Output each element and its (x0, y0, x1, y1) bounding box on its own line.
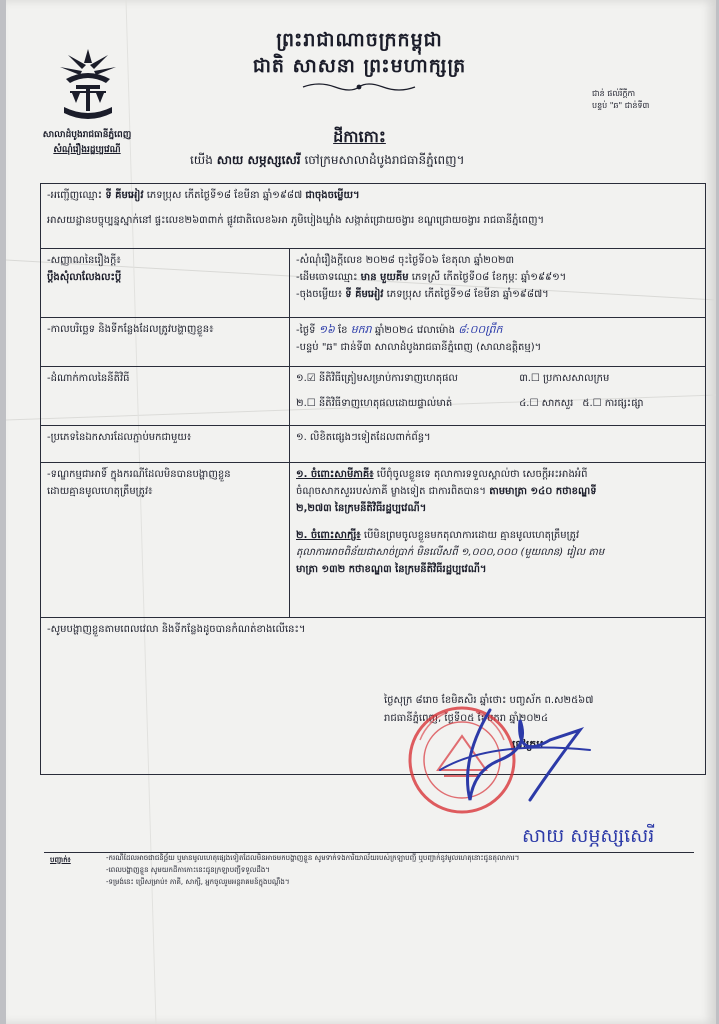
stage-option-1: ១.☑ នីតិវិធីត្រៀមសម្រាប់ការទាញហេតុផល (296, 373, 458, 384)
judge-title: ចៅក្រម (512, 738, 544, 751)
party-consequence-text-b: ចំណុចសាកសួររបស់ភាគី ម្ខាងទៀត ជាការពិតបាន។ (296, 486, 486, 497)
plaintiff-line (296, 269, 699, 286)
hearing-date-line (296, 321, 699, 339)
plaintiff-name: មាន មួយគីម (360, 272, 409, 283)
defendant-details: ភេទប្រុស កើតថ្ងៃទី១៨ ខែមីនា ឆ្នាំ១៩៨៧។ (386, 289, 549, 300)
summoned-name: ទី គីមអៀវ (105, 190, 144, 201)
court-name: សាលាដំបូងរាជធានីភ្នំពេញ (42, 130, 132, 140)
judge-signature-icon (430, 700, 600, 810)
note-line-1: -ករណីដែលអាចជាជនិច្ឆ័យ ឬមានមូលហេតុផ្សេងទៀតដែលមិនអាចមកបង្ហាញខ្លួន សូមទាក់ទងការិយាល័យរបស់ក្រឡាបញ្ជី ឬបញ្ជាក់នូវមូលហេតុនោះជូនតុលាការ។ (106, 854, 520, 862)
stage-option-2: ២.☐ នីតិវិធីទាញហេតុផលដោយផ្ទាល់មាត់ (296, 398, 453, 409)
witness-consequence (296, 527, 699, 544)
summons-row (41, 184, 706, 249)
document-title: ដីកាកោះ (333, 127, 386, 146)
hearing-time-label: -កាលបរិច្ឆេទ និងទីកន្លែងដែលត្រូវបង្ហាញខ្លួន៖ (47, 324, 214, 335)
party-consequence-heading: ១. ចំពោះសាមីភាគី៖ (296, 469, 374, 480)
party-consequence-code: នៃក្រមនីតិវិធីរដ្ឋប្បវេណី។ (334, 503, 427, 514)
hearing-month: មករា (350, 323, 372, 336)
notes-label: បញ្ជាក់៖ (50, 856, 71, 864)
party-consequence-paragraph: ២,២៧៣ (296, 503, 332, 514)
party-consequence-line-3 (296, 500, 699, 517)
hearing-hour: ៨:០០ព្រឹក (458, 323, 503, 336)
consequences-label-1: -ទណ្ឌកម្មជាអាទិ៍ ក្នុងករណីដែលមិនបានបង្ហាញខ្លួន (47, 469, 231, 480)
stage-option-3: ៣.☐ ប្រកាសសាលក្រម (519, 373, 610, 384)
judge-name: សាយ សម្ភស្សសេរី (216, 153, 301, 167)
witness-consequence-article: មាត្រា ១៣២ កថាខណ្ឌ៣ នៃក្រមនីតិវិធីរដ្ឋប្បវេណី។ (296, 564, 487, 575)
reference-line-1: ជាន់ ផល់រីក្តីកា (592, 89, 636, 98)
hearing-day: ១៦ (318, 323, 335, 336)
summoned-details: ភេទប្រុស កើតថ្ងៃទី១៨ ខែមីនា ឆ្នាំ១៩៨៧ (146, 190, 303, 201)
solar-date: រាជធានីភ្នំពេញ, ថ្ងៃទី០៥ ខែមករា ឆ្នាំ២០២៤ (384, 713, 549, 724)
witness-consequence-fine: តុលាការអាចពិន័យជាសាច់ប្រាក់ មិនលើសពី ១,០០០,០០០ (មួយលាន) រៀល តាម (296, 547, 605, 558)
case-type: ប្តឹងសុំលាលែងលះប្តី (47, 272, 122, 283)
heading-ornament-icon (299, 80, 419, 94)
procedure-stage-row (41, 367, 706, 426)
note-line-2: -ពេលបង្ហាញខ្លួន សូមយកដីកាកោះនេះជូនក្រឡាបញ្ជីទទួលដឹង។ (106, 866, 270, 874)
reference-line-2: បន្ទប់ "ឆ" ជាន់ទី៣ (592, 101, 650, 110)
party-consequence-article: តាមមាត្រា ១៤០ កថាខណ្ឌទី (489, 486, 597, 497)
case-number: -សំណុំរឿងក្តីលេខ ២០២៨ ចុះថ្ងៃទី០៦ ខែតុលា ឆ្នាំ២០២៣ (296, 255, 515, 266)
plaintiff-prefix: -ដើមចោទឈ្មោះ (296, 272, 358, 283)
hearing-time-row (41, 318, 706, 367)
stage-option-4: ៤.☐ សាកសួរ (519, 398, 574, 409)
witness-consequence-heading: ២. ចំពោះសាក្សី៖ (296, 530, 361, 541)
case-label: -សញ្ញាណនៃរឿងក្តី៖ (47, 255, 121, 266)
plaintiff-details: ភេទស្រី កើតថ្ងៃទី០៨ ខែកុម្ភៈ ឆ្នាំ១៩៩១។ (411, 272, 567, 283)
defendant-line (296, 286, 699, 303)
court-office: សំណុំរឿងរដ្ឋប្បវេណី (53, 145, 121, 155)
defendant-prefix: -ចុងចម្លើយ៖ (296, 289, 343, 300)
hearing-day-prefix: -ថ្ងៃទី (296, 325, 316, 336)
summoned-address: អាសយដ្ឋានបច្ចុប្បន្នស្នាក់នៅ ផ្ទះលេខ២៦៣ពាក់ ផ្លូវជាតិលេខ៦អា ភូមិបៀងឃ្លាំង សង្កាត់ជ្រោយចង្វារ ខណ្ឌជ្រោយចង្វារ រាជធានីភ្នំពេញ។ (47, 215, 545, 226)
hearing-year: ឆ្នាំ២០២៤ វេលាម៉ោង (374, 325, 455, 336)
summons-table (40, 183, 706, 775)
footer-row (41, 618, 706, 775)
stage-option-5: ៥.☐ ការផ្សះផ្សា (582, 398, 644, 409)
party-consequence-text-a: បើពុំចូលខ្លួនទេ តុលាការទទួលស្គាល់ថា សេចក្តីអះអាងអំពី (376, 469, 588, 480)
motto-heading: ជាតិ សាសនា ព្រះមហាក្សត្រ (252, 55, 467, 77)
reference-block (592, 88, 649, 112)
case-row (41, 249, 706, 318)
stage-options-line-2 (296, 395, 699, 412)
party-consequence (296, 466, 699, 483)
hearing-month-prefix: ខែ (337, 325, 348, 336)
attached-docs-value: ១. លិខិតផ្សេងៗទៀតដែលពាក់ព័ន្ធ។ (296, 432, 431, 443)
procedure-stage-label: -ដំណាក់កាលនៃនីតិវិធី (47, 373, 130, 384)
intro-suffix: ចៅក្រមសាលាដំបូងរាជធានីភ្នំពេញ។ (304, 153, 465, 167)
consequences-label-2: ដោយគ្មានមូលហេតុត្រឹមត្រូវ៖ (47, 486, 153, 497)
stage-options-line-1 (296, 370, 699, 387)
party-consequence-line-2 (296, 483, 699, 500)
summons-prefix: -អញ្ជើញឈ្មោះ (47, 190, 103, 201)
court-emblem-icon (56, 45, 120, 125)
summoned-role: ជាចុងចម្លើយ។ (305, 190, 360, 201)
note-line-3: -ទម្រង់នេះ ប្រើសម្រាប់៖ ភាគី, សាក្សី, អ្នកចូលរួមអន្តរាគមន៍ក្នុងបណ្តឹង។ (106, 878, 290, 886)
lunar-date: ថ្ងៃសុក្រ ៨រោច ខែមិគសិរ ឆ្នាំថោះ បញ្ចស័ក ព.ស២៥៦៧ (384, 695, 594, 706)
summoned-person-line (47, 187, 699, 204)
attached-docs-row (41, 426, 706, 463)
hearing-room: -បន្ទប់ "ឆ" ជាន់ទី៣ សាលាដំបូងរាជធានីភ្នំពេញ (សាលាឧត្តិតម្ម)។ (296, 342, 542, 353)
judge-intro (190, 152, 464, 170)
defendant-name: ទី គីមអៀវ (345, 289, 384, 300)
appearance-request: -សូមបង្ហាញខ្លួនតាមពេលវេលា និងទីកន្លែងដូចបានកំណត់ខាងលើនេះ។ (47, 624, 306, 635)
notes-text (106, 852, 696, 888)
intro-prefix: យើង (190, 153, 213, 167)
witness-consequence-text-a: បើមិនព្រមចូលខ្លួនមកតុលាការដោយ គ្មានមូលហេតុត្រឹមត្រូវ (363, 530, 580, 541)
judge-name-signature: សាយ សម្ភស្សសេរី (522, 825, 655, 847)
attached-docs-label: -ប្រភេទនៃឯកសារដែលភ្ជាប់មកជាមួយ៖ (47, 432, 192, 443)
consequences-row (41, 463, 706, 618)
kingdom-heading: ព្រះរាជាណាចក្រកម្ពុជា (276, 29, 443, 51)
